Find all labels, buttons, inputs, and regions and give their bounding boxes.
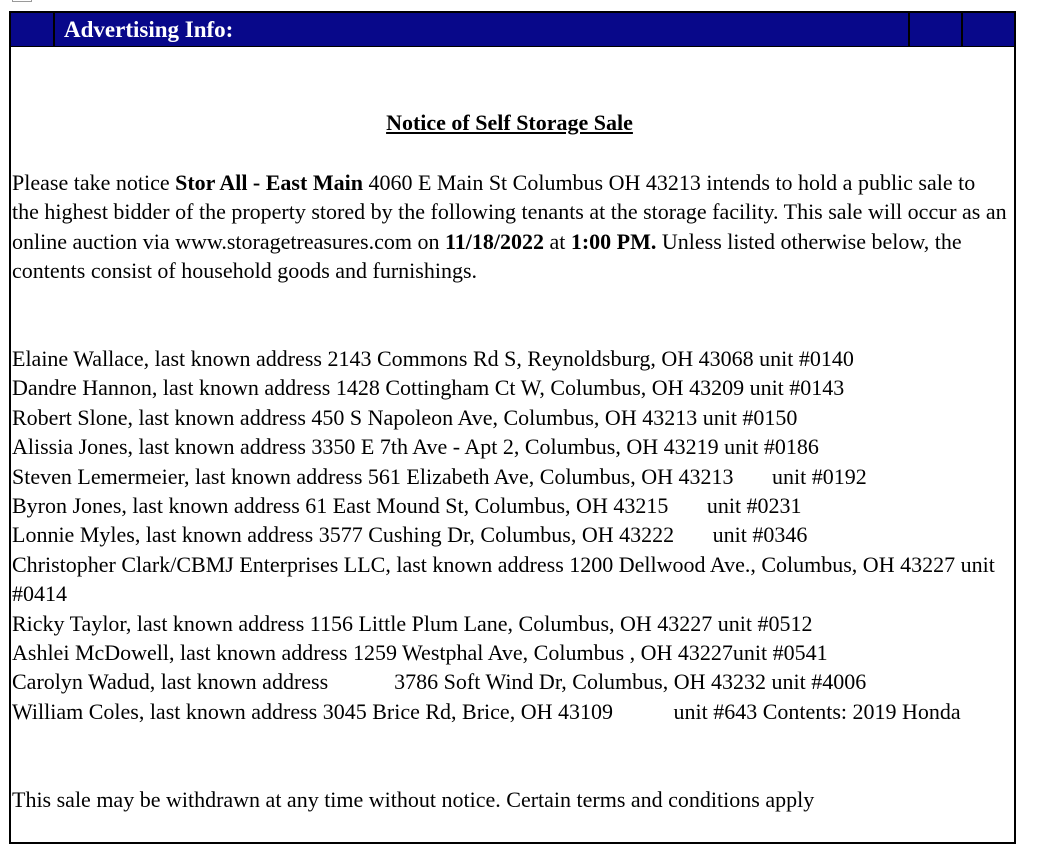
- header-cell-divider: [961, 13, 963, 46]
- list-item: Robert Slone, last known address 450 S Napoleon Ave, Columbus, OH 43213 unit #0150: [12, 404, 798, 430]
- tenant-list: [12, 344, 1002, 726]
- checkbox-stub[interactable]: [12, 0, 32, 2]
- list-item: Lonnie Myles, last known address 3577 Cushing Dr, Columbus, OH 43222 unit #0346: [12, 522, 808, 548]
- sale-date: 11/18/2022: [444, 228, 544, 254]
- intro-text: at: [543, 228, 571, 254]
- list-item: Alissia Jones, last known address 3350 E 7th Ave - Apt 2, Columbus, OH 43219 unit #0186: [12, 434, 819, 460]
- list-item: Byron Jones, last known address 61 East Mound St, Columbus, OH 43215 unit #0231: [12, 493, 802, 519]
- notice-intro: [12, 168, 1007, 286]
- facility-name: Stor All - East Main: [175, 170, 363, 195]
- list-item: Steven Lemermeier, last known address 561 Elizabeth Ave, Columbus, OH 43213 unit #0192: [12, 463, 867, 489]
- list-item: Ashlei McDowell, last known address 1259 Westphal Ave, Columbus , OH 43227unit #0541: [12, 640, 828, 666]
- notice-title: Notice of Self Storage Sale: [386, 110, 633, 135]
- intro-text: 4060 E Main St Columbus OH 43213 intends to hold a public sale to the highest bidder of the property stored by the following tenants at the storage facility. This sale will occur as an online auction via www.storagetreasures.com on: [12, 170, 1007, 254]
- list-item: Carolyn Wadud, last known address 3786 Soft Wind Dr, Columbus, OH 43232 unit #4006: [12, 669, 867, 695]
- intro-text: Please take notice: [12, 170, 176, 195]
- intro-text: Unless listed otherwise below, the contents consist of household goods and furnishings.: [12, 228, 962, 284]
- list-item: Dandre Hannon, last known address 1428 Cottingham Ct W, Columbus, OH 43209 unit #0143: [12, 375, 845, 401]
- notice-footer: This sale may be withdrawn at any time without notice. Certain terms and conditions apply: [12, 787, 815, 812]
- advertising-info-panel: [9, 11, 1016, 844]
- sale-time: 1:00 PM.: [570, 228, 657, 254]
- header-cell-divider: [908, 13, 910, 46]
- list-item: Christopher Clark/CBMJ Enterprises LLC, last known address 1200 Dellwood Ave., Columbus, OH 43227 unit #0414: [12, 551, 1001, 607]
- header-title: Advertising Info:: [64, 17, 234, 42]
- list-item: Ricky Taylor, last known address 1156 Little Plum Lane, Columbus, OH 43227 unit #0512: [12, 610, 813, 636]
- list-item: William Coles, last known address 3045 Brice Rd, Brice, OH 43109 unit #643 Contents: 2019 Honda: [12, 698, 961, 724]
- header-cell-divider: [53, 13, 55, 46]
- header-bar: [11, 13, 1014, 47]
- list-item: Elaine Wallace, last known address 2143 Commons Rd S, Reynoldsburg, OH 43068 unit #0140: [12, 346, 854, 371]
